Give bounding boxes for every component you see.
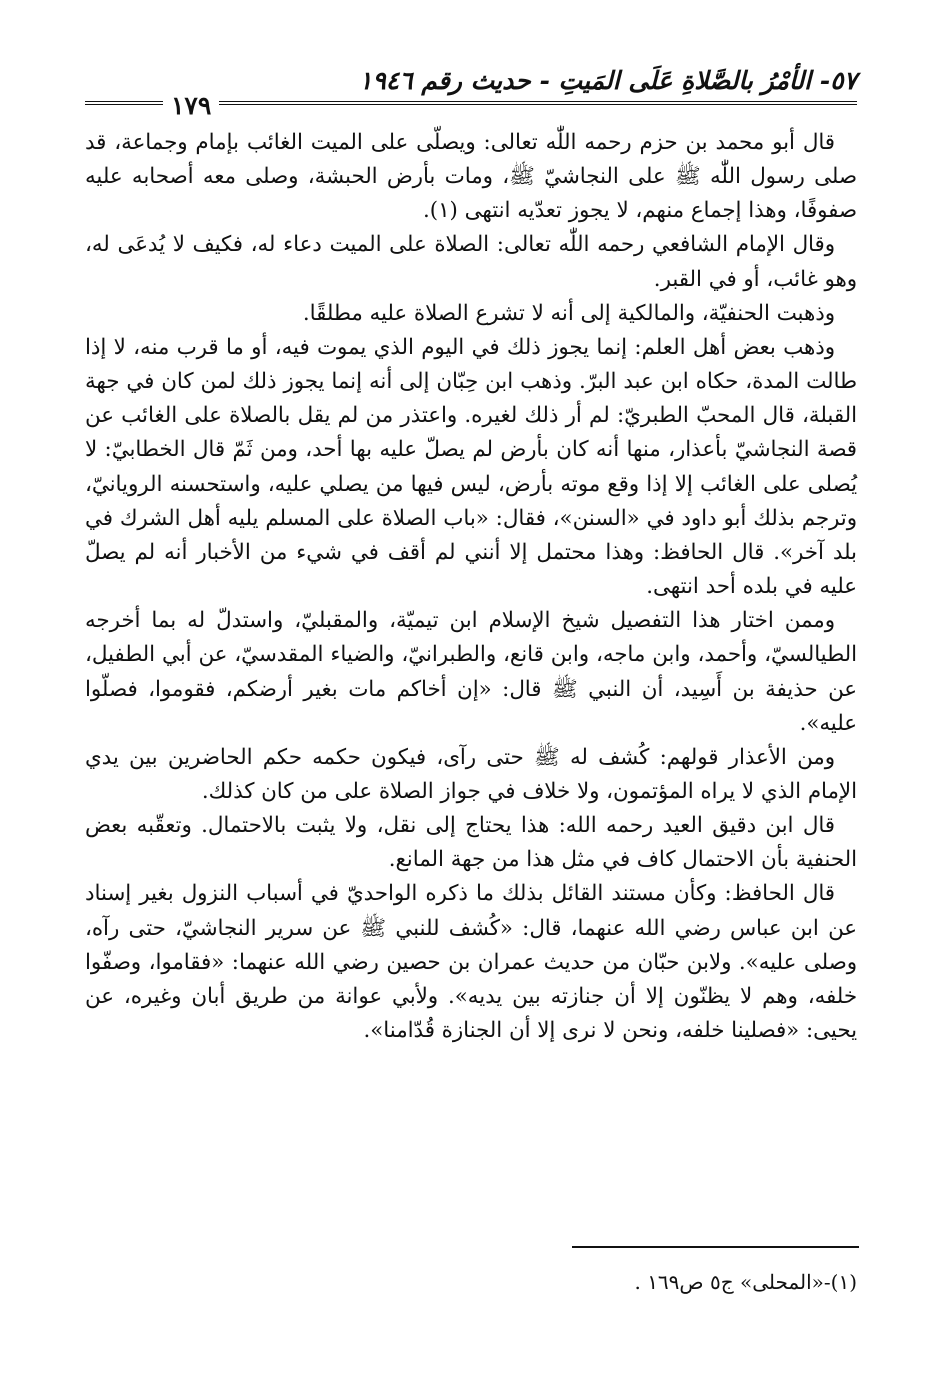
footnote: (١)-«المحلى» ج٥ ص١٦٩ . [634, 1270, 857, 1294]
paragraph: وقال الإمام الشافعي رحمه اللّٰه تعالى: الصلاة على الميت دعاء له، فكيف لا يُدعَى له، وهو غائب، أو في القبر. [85, 232, 857, 292]
paragraph: وممن اختار هذا التفصيل شيخ الإسلام ابن تيميّة، والمقبليّ، واستدلّ له بما أخرجه الطيالسيّ، وأحمد، وابن ماجه، وابن قانع، والطبرانيّ، والضياء المقدسيّ، عن أبي الطفيل، عن حذيفة بن أَسِيد، أن النبي ﷺ قال: «إن أخاكم مات بغير أرضكم، فقوموا، فصلّوا عليه». [85, 608, 857, 736]
paragraph: قال ابن دقيق العيد رحمه الله: هذا يحتاج إلى نقل، ولا يثبت بالاحتمال. وتعقّبه بعض الحنفية بأن الاحتمال كاف في مثل هذا من جهة المانع. [85, 813, 857, 873]
paragraph: وذهبت الحنفيّة، والمالكية إلى أنه لا تشرع الصلاة عليه مطلقًا. [302, 300, 835, 326]
paragraph: وذهب بعض أهل العلم: إنما يجوز ذلك في اليوم الذي يموت فيه، أو ما قرب منه، لا إذا طالت المدة، حكاه ابن عبد البرّ. وذهب ابن حِبّان إلى أنه إنما يجوز ذلك لمن كان في جهة القبلة، قال المحبّ الطبريّ: لم أر ذلك لغيره. واعتذر من لم يقل بالصلاة على الغائب عن قصة النجاشيّ بأعذار، منها أنه كان بأرض لم يصلّ عليه بها أحد، ومن ثَمّ قال الخطابيّ: لا يُصلى على الغائب إلا إذا وقع موته بأرض، ليس فيها من يصلي عليه، واستحسنه الرويانيّ، وترجم بذلك أبو داود في «السنن»، فقال: «باب الصلاة على المسلم يليه أهل الشرك في بلد آخر». قال الحافظ: وهذا محتمل إلا أنني لم أقف في شيء من الأخبار أنه لم يصلّ عليه في بلده أحد انتهى. [85, 334, 857, 600]
footnote-separator [572, 1246, 859, 1248]
page-number: ١٧٩ [163, 91, 219, 120]
chapter-title: ٥٧- الأمْرُ بالصَّلاةِ عَلَى المَيتِ - حديث رقم ١٩٤٦ [358, 66, 857, 95]
page-header [85, 64, 857, 120]
main-text [85, 126, 857, 1048]
paragraph: قال الحافظ: وكأن مستند القائل بذلك ما ذكره الواحديّ في أسباب النزول بغير إسناد عن ابن عباس رضي الله عنهما، قال: «كُشف للنبي ﷺ عن سرير النجاشيّ، حتى رآه، وصلى عليه». ولابن حبّان من حديث عمران بن حصين رضي الله عنهما: «فقاموا، وصفّوا خلفه، وهم لا يظنّون إلا أن جنازته بين يديه». ولأبي عوانة من طريق أبان وغيره، عن يحيى: «فصلينا خلفه، ونحن لا نرى إلا أن الجنازة قُدّامنا». [85, 881, 857, 1044]
paragraph: قال أبو محمد بن حزم رحمه اللّٰه تعالى: ويصلّى على الميت الغائب بإمام وجماعة، قد صلى رسول اللّٰه ﷺ على النجاشيّ ﷺ، ومات بأرض الحبشة، وصلى معه أصحابه عليه صفوفًا، وهذا إجماع منهم، لا يجوز تعدّيه انتهى (١). [85, 130, 857, 224]
paragraph: ومن الأعذار قولهم: كُشف له ﷺ حتى رآى، فيكون حكمه حكم الحاضرين بين يدي الإمام الذي لا يراه المؤتمون، ولا خلاف في جواز الصلاة على من كان كذلك. [85, 744, 857, 804]
